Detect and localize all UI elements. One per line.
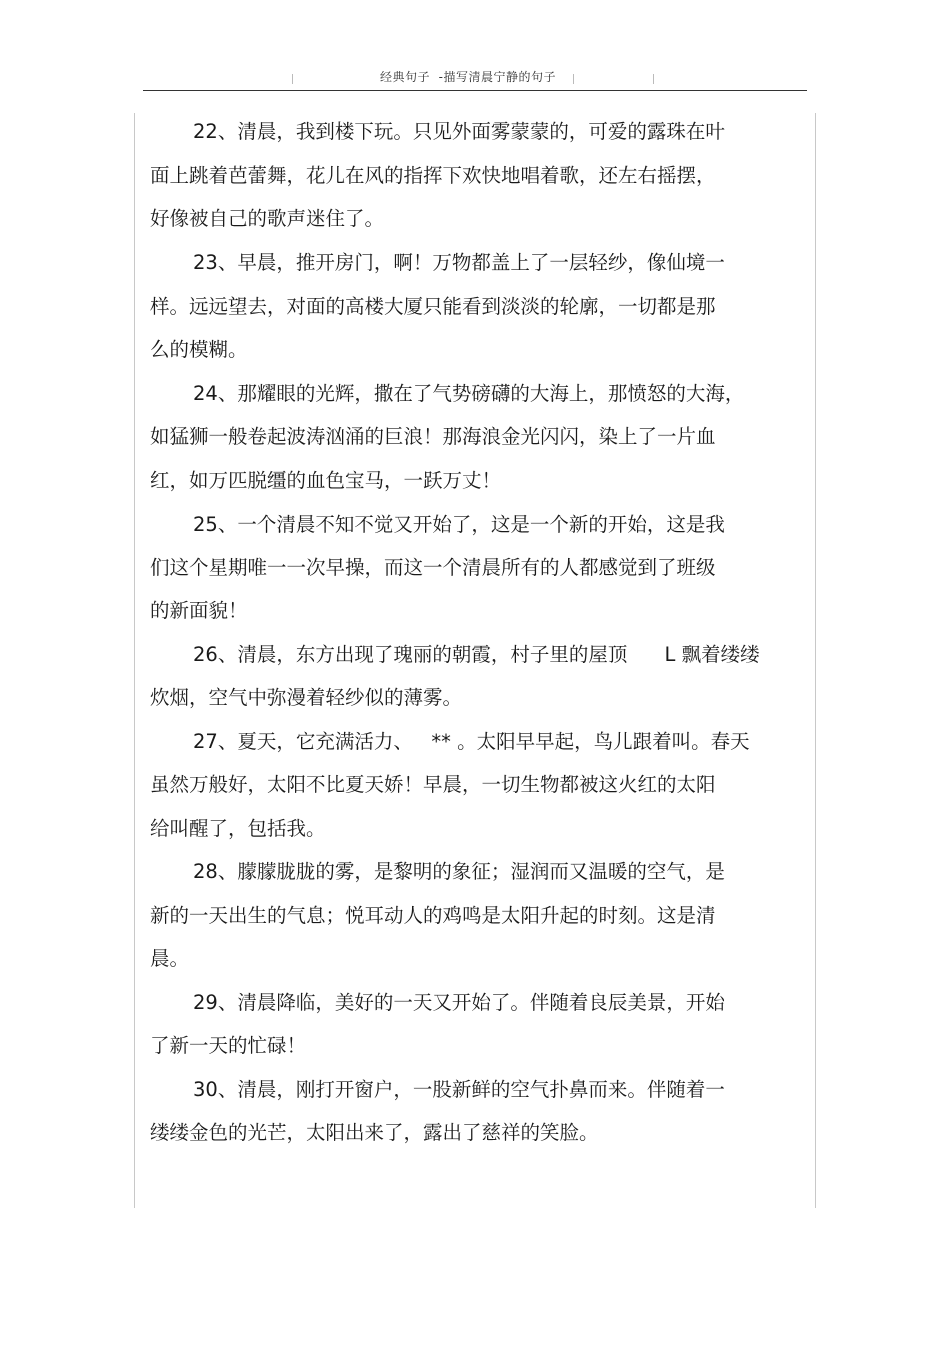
- paragraph-29-line-1: 29、清晨降临，美好的一天又开始了。伴随着良辰美景，开始: [193, 991, 725, 1014]
- header-tick-mark: [573, 74, 574, 84]
- header-title: 经典句子 -描写清晨宁静的句子: [380, 70, 556, 84]
- paragraph-25-line-3: 的新面貌！: [150, 599, 248, 622]
- paragraph-22-line-3: 好像被自己的歌声迷住了。: [150, 207, 385, 230]
- paragraph-27-line-2: 虽然万般好，太阳不比夏天娇！早晨，一切生物都被这火红的太阳: [150, 773, 716, 796]
- paragraph-27-line-1: 27、夏天，它充满活力、 ** 。太阳早早起，鸟儿跟着叫。春天: [193, 730, 750, 753]
- paragraph-30-line-2: 缕缕金色的光芒，太阳出来了，露出了慈祥的笑脸。: [150, 1121, 599, 1144]
- paragraph-28-line-1: 28、朦朦胧胧的雾，是黎明的象征；湿润而又温暖的空气，是: [193, 860, 725, 883]
- paragraph-24-line-3: 红，如万匹脱缰的血色宝马，一跃万丈！: [150, 469, 502, 492]
- paragraph-28-line-2: 新的一天出生的气息；悦耳动人的鸡鸣是太阳升起的时刻。这是清: [150, 904, 716, 927]
- paragraph-22-line-2: 面上跳着芭蕾舞，花儿在风的指挥下欢快地唱着歌，还左右摇摆，: [150, 164, 716, 187]
- paragraph-26-line-2: 炊烟，空气中弥漫着轻纱似的薄雾。: [150, 686, 463, 709]
- header-rule: [143, 90, 807, 91]
- paragraph-29-line-2: 了新一天的忙碌！: [150, 1034, 307, 1057]
- paragraph-22-line-1: 22、清晨，我到楼下玩。只见外面雾蒙蒙的，可爱的露珠在叶: [193, 120, 725, 143]
- page-header: [0, 62, 950, 92]
- paragraph-24-line-2: 如猛狮一般卷起波涛汹涌的巨浪！那海浪金光闪闪，染上了一片血: [150, 425, 716, 448]
- paragraph-27-line-3: 给叫醒了，包括我。: [150, 817, 326, 840]
- header-tick-mark: [653, 74, 654, 84]
- paragraph-26-line-1: 26、清晨，东方出现了瑰丽的朝霞，村子里的屋顶 L 飘着缕缕: [193, 643, 760, 666]
- right-margin-line: [815, 113, 816, 1208]
- paragraph-28-line-3: 晨。: [150, 947, 190, 970]
- header-tick-mark: [292, 74, 293, 84]
- paragraph-25-line-1: 25、一个清晨不知不觉又开始了，这是一个新的开始，这是我: [193, 513, 725, 536]
- paragraph-23-line-1: 23、早晨，推开房门，啊！万物都盖上了一层轻纱，像仙境一: [193, 251, 725, 274]
- paragraph-30-line-1: 30、清晨，刚打开窗户，一股新鲜的空气扑鼻而来。伴随着一: [193, 1078, 725, 1101]
- paragraph-23-line-2: 样。远远望去，对面的高楼大厦只能看到淡淡的轮廓，一切都是那: [150, 295, 716, 318]
- paragraph-25-line-2: 们这个星期唯一一次早操，而这一个清晨所有的人都感觉到了班级: [150, 556, 716, 579]
- paragraph-24-line-1: 24、那耀眼的光辉，撒在了气势磅礴的大海上，那愤怒的大海，: [193, 382, 745, 405]
- left-margin-line: [134, 113, 135, 1208]
- paragraph-23-line-3: 么的模糊。: [150, 338, 248, 361]
